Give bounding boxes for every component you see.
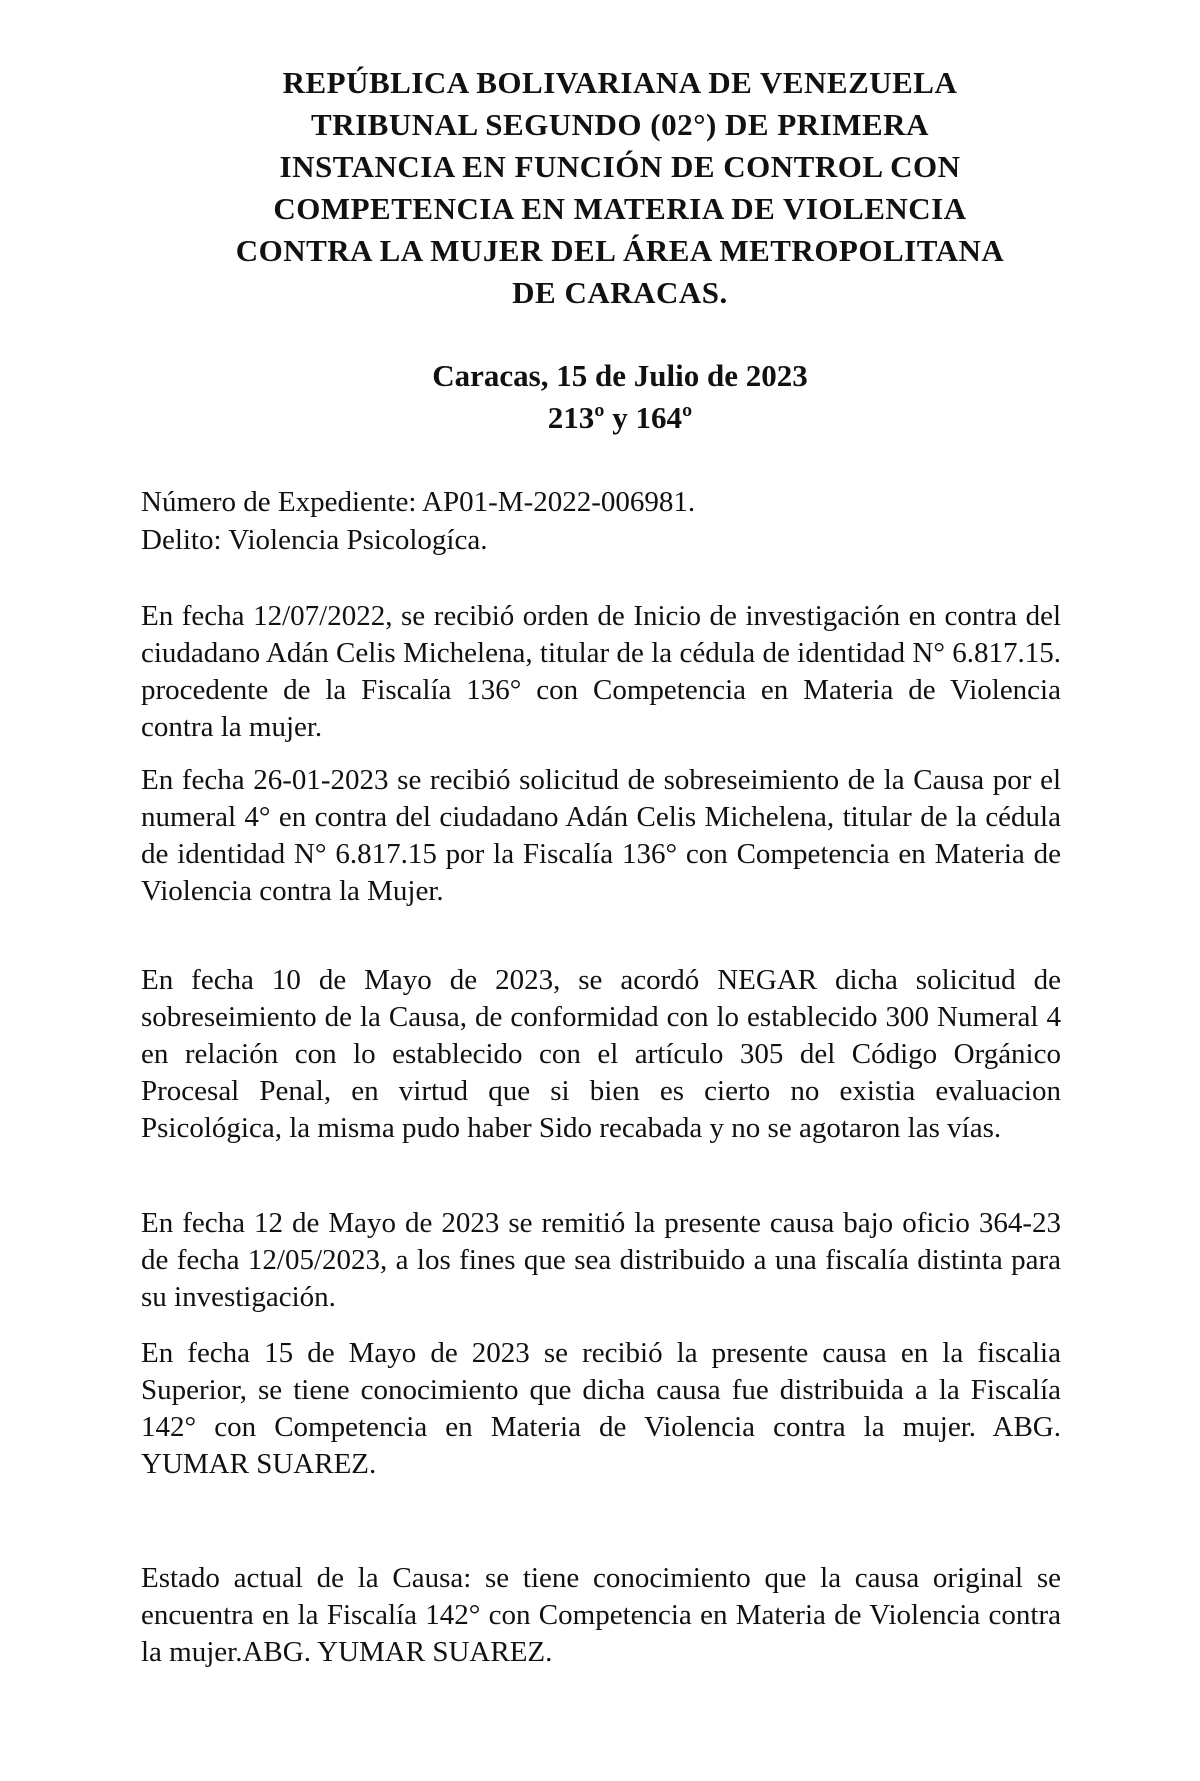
delito: Delito: Violencia Psicologíca. <box>141 524 488 556</box>
paragraph-negar-solicitud: En fecha 10 de Mayo de 2023, se acordó NEGAR dicha solicitud de sobreseimiento de la Causa, de conformidad con lo establecido 300 Numeral 4 en relación con lo establecido con el artículo 305 del Código Orgánico Procesal Penal, en virtud que si bien es cierto no existia evaluacion Psicológica, la misma pudo haber Sido recabada y no se agotaron las vías. <box>141 964 1061 1144</box>
court-header <box>180 62 1060 314</box>
expediente-number: Número de Expediente: AP01-M-2022-006981. <box>141 486 696 518</box>
paragraph-estado-actual: Estado actual de la Causa: se tiene conocimiento que la causa original se encuentra en la Fiscalía 142° con Competencia en Materia de Violencia contra la mujer.ABG. YUMAR SUAREZ. <box>141 1562 1061 1668</box>
header-line-mujer: CONTRA LA MUJER DEL ÁREA METROPOLITANA <box>235 233 1005 268</box>
header-line-tribunal: TRIBUNAL SEGUNDO (02°) DE PRIMERA <box>311 107 929 142</box>
header-line-competencia: COMPETENCIA EN MATERIA DE VIOLENCIA <box>273 191 967 226</box>
paragraph-fiscalia-superior: En fecha 15 de Mayo de 2023 se recibió la presente causa en la fiscalia Superior, se tiene conocimiento que dicha causa fue distribuida a la Fiscalía 142° con Competencia en Materia de Violencia contra la mujer. ABG. YUMAR SUAREZ. <box>141 1337 1061 1480</box>
case-meta <box>141 483 1061 559</box>
date-block <box>180 355 1060 439</box>
header-line-republic: REPÚBLICA BOLIVARIANA DE VENEZUELA <box>282 65 958 100</box>
paragraph-inicio-investigacion: En fecha 12/07/2022, se recibió orden de Inicio de investigación en contra del ciudadano Adán Celis Michelena, titular de la cédula de identidad N° 6.817.15. procedente de la Fiscalía 136° con Competencia en Materia de Violencia contra la mujer. <box>141 600 1061 743</box>
paragraph-remision-causa: En fecha 12 de Mayo de 2023 se remitió la presente causa bajo oficio 364-23 de fecha 12/05/2023, a los fines que sea distribuido a una fiscalía distinta para su investigación. <box>141 1207 1061 1313</box>
paragraph-solicitud-sobreseimiento: En fecha 26-01-2023 se recibió solicitud de sobreseimiento de la Causa por el numeral 4° en contra del ciudadano Adán Celis Michelena, titular de la cédula de identidad N° 6.817.15 por la Fiscalía 136° con Competencia en Materia de Violencia contra la Mujer. <box>141 764 1061 907</box>
years-line: 213º y 164º <box>547 400 693 435</box>
header-line-caracas: DE CARACAS. <box>512 275 728 310</box>
header-line-instancia: INSTANCIA EN FUNCIÓN DE CONTROL CON <box>279 149 961 184</box>
place-date: Caracas, 15 de Julio de 2023 <box>432 358 808 393</box>
